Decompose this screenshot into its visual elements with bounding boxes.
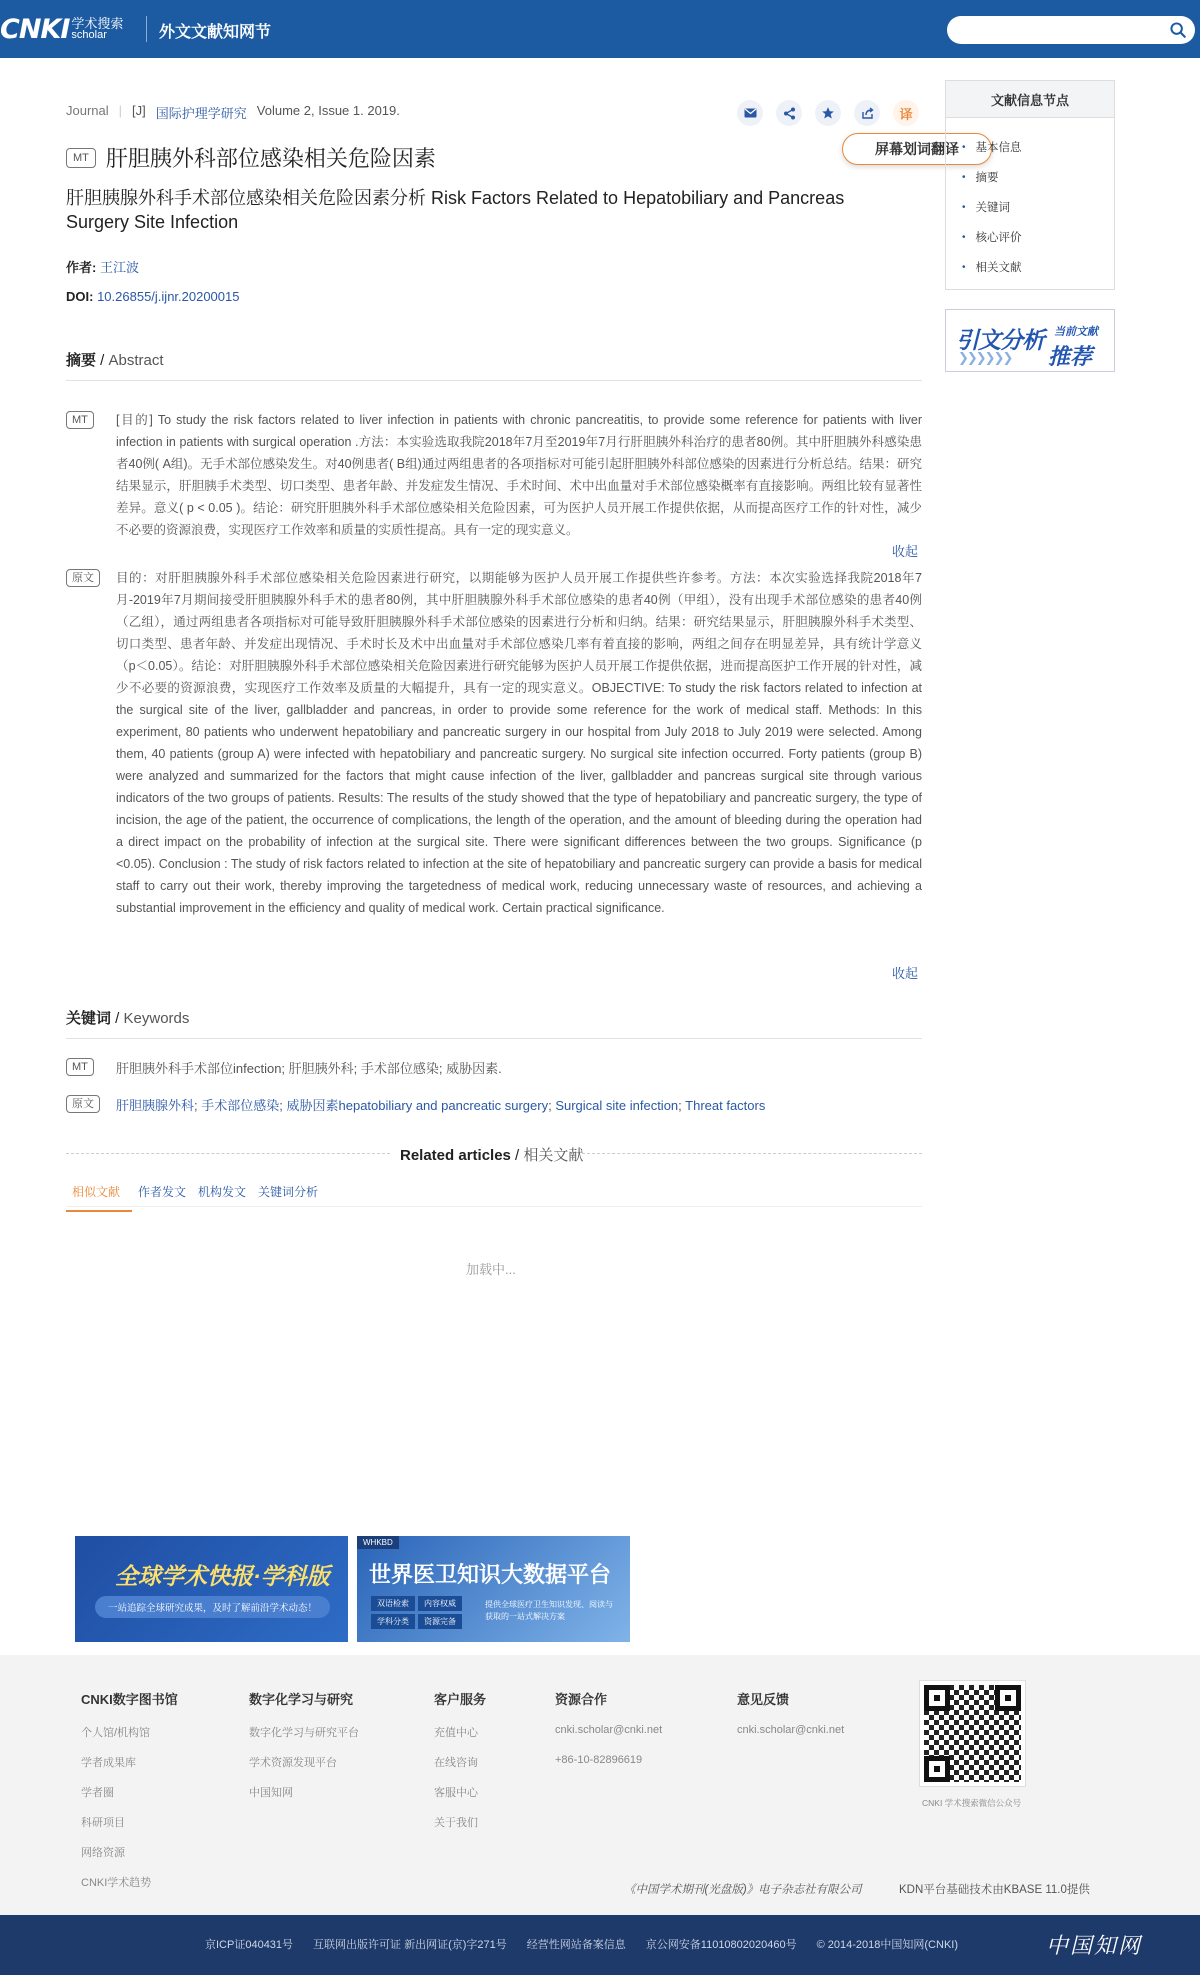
footer-link[interactable]: 个人馆/机构馆 <box>81 1727 151 1739</box>
abstract-original-text: 目的：对肝胆胰腺外科手术部位感染相关危险因素进行研究，以期能够为医护人员开展工作提供些许参考。方法：本次实验选择我院2018年7月-2019年7月期间接受肝胆胰腺外科手术的患者80例，其中肝胆胰腺外科手术部位感染的患者40例（甲组），没有出现手术部位感染的患者40例（乙组），通过两组患者各项指标对可能导致肝胆胰腺外科手术部位感染的因素进行分析和归纳。结果：研究结果显示，肝胆胰腺外科手术类型、切口类型、患者年龄、并发症出现情况、手术时长及术中出血量对手术部位感染几率有着直接的影响，两组之间存在明显差异，具有统计学意义（p＜0.05）。结论：对肝胆胰腺外科手术部位感染相关危险因素进行研究能够为医护人员开展工作提供依据，进而提高医护工作开展的针对性，减少不必要的资源浪费，实现医疗工作效率及质量的大幅提升，具有一定的现实意义。OBJECTIVE: To study the risk factors related to infection at the surgical site of the liver, gallbladder and pancreas, in order to provide some reference for the work of medical staff. Methods: In this experiment, 80 patients who underwent hepatobiliary and pancreatic surgery in our hospital from July 2018 to July 2019 were selected. Among them, 40 patients (group A) were infected with hepatobiliary and pancreatic surgery. No surgical site infection occurred. Forty patients (group B) were analyzed and summarized for the factors that might cause infection of the liver, gallbladder and pancreas surgical site through various indicators of the two groups of patients. Results: The results of the study showed that the type of hepatobiliary and pancreatic surgery, the type of incision, the age of the patient, the occurrence of complications, the length of the operation, and the amount of bleeding during the operation had a direct impact on the probability of infection at the surgical site. There were significant differences between the two groups. Significance (p <0.05). Conclusion : The study of risk factors related to infection at the site of hepatobiliary and pancreatic surgery can provide a basis for medical staff to carry out their work, thereby improving the targetedness of medical work, reducing unnecessary waste of resources, and achieving a substantial improvement in the efficiency and quality of medical work. Certain practical significance. <box>116 571 922 915</box>
abstract-original <box>66 567 922 981</box>
footer-link[interactable]: 数字化学习与研究平台 <box>249 1727 359 1739</box>
related-label: Related articles / 相关文献 <box>400 1147 584 1164</box>
abstract-heading: 摘要 / Abstract <box>66 349 922 381</box>
banner-desc: 一站追踪全球研究成果，及时了解前沿学术动态！ <box>95 1596 330 1618</box>
tab-institution[interactable]: 机构发文 <box>198 1185 247 1199</box>
abstract-heading-en: Abstract <box>108 352 164 369</box>
nav-item-keywords[interactable]: • 关键词 <box>962 192 1114 222</box>
copyright: © 2014-2018中国知网(CNKI) <box>816 1939 958 1951</box>
promo-sub2: 推荐 <box>1048 344 1093 369</box>
footer-col-cooperation <box>555 1689 662 1784</box>
tabs-divider <box>66 1206 922 1207</box>
bottom-bar <box>0 1915 1200 1975</box>
promo-main: 引文分析 <box>956 328 1044 354</box>
medical-knowledge-banner[interactable] <box>357 1536 630 1642</box>
arrows-icon: ❯❯❯❯❯❯ <box>958 350 1012 365</box>
abstract-mt-text: [目的] To study the risk factors related to liver infection in patients with chronic pancreatitis, to provide some reference for patients with liver infection in patients with surgical operation .方法：本实验选取我院2018年7月至2019年7月行肝胆胰外科治疗的患者80例。其中肝胆胰外科感染患者40例( A组)。无手术部位感染发生。对40例患者( B组)通过两组患者的各项指标对可能引起肝胆胰外科部位感染的因素进行分析总结。结果：研究结果显示，肝胆胰手术类型、切口类型、患者年龄、并发症发生情况、手术时间、术中出血量对手术部位感染概率有直接影响。两组比较有显著性差异。意义( p < 0.05 )。结论：研究肝胆胰外科手术部位感染相关危险因素，可为医护人员开展工作提供依据，从而提高医疗工作的针对性，减少不必要的资源浪费，实现医疗工作效率和质量的实质性提高。具有一定的现实意义。 <box>116 413 922 537</box>
doi <box>66 289 239 304</box>
related-heading-en: Related articles <box>400 1147 511 1164</box>
footer-link[interactable]: 中国知网 <box>249 1787 293 1799</box>
cnki-scholar-logo[interactable] <box>0 14 123 44</box>
logo-divider <box>146 16 147 42</box>
footer-col-feedback <box>737 1689 844 1754</box>
footer-link[interactable]: 充值中心 <box>434 1727 478 1739</box>
keywords-mt-text: 肝胆胰外科手术部位infection; 肝胆胰外科; 手术部位感染; 威胁因素. <box>116 1061 502 1076</box>
banner-chip: 资源完备 <box>418 1614 462 1629</box>
meta-separator: | <box>118 103 123 118</box>
logo-scholar <box>71 17 123 41</box>
collapse-button[interactable]: 收起 <box>891 966 918 981</box>
footer-link[interactable]: 客服中心 <box>434 1787 478 1799</box>
footer-link[interactable]: 关于我们 <box>434 1817 478 1829</box>
footer-heading: 客户服务 <box>434 1692 487 1707</box>
related-heading <box>66 1143 922 1163</box>
article-toolbar <box>737 100 919 126</box>
footer-heading: 资源合作 <box>555 1692 608 1707</box>
keywords-heading-en: Keywords <box>123 1010 190 1027</box>
qr-caption: CNKI 学术搜索微信公众号 <box>922 1798 1022 1808</box>
banner-tag: WHKBD <box>357 1536 399 1549</box>
citation-analysis-promo[interactable] <box>945 309 1115 372</box>
footer-email[interactable]: cnki.scholar@cnki.net <box>737 1724 845 1736</box>
loading-text: 加载中... <box>466 1262 516 1277</box>
banner-chip: 内容权威 <box>418 1596 462 1611</box>
qr-corner <box>924 1685 950 1711</box>
translate-tooltip: 屏幕划词翻译 <box>842 133 992 165</box>
footer-col-service <box>434 1689 486 1844</box>
doc-info-nav <box>945 80 1115 290</box>
translate-icon[interactable]: 译 <box>893 100 919 126</box>
top-bar <box>0 0 1200 58</box>
banner-chip: 学科分类 <box>371 1614 415 1629</box>
doc-type: [J] <box>132 103 146 118</box>
license-list <box>205 1936 958 1952</box>
volume-issue: Volume 2, Issue 1. 2019. <box>256 103 400 118</box>
footer-phone: +86-10-82896619 <box>555 1754 643 1766</box>
footer <box>0 1655 1200 1915</box>
footer-link[interactable]: 网络资源 <box>81 1847 125 1859</box>
platform-credit: KDN平台基础技术由KBASE 11.0提供 <box>899 1884 1090 1896</box>
license-item[interactable]: 京公网安备11010802020460号 <box>645 1939 797 1951</box>
mt-badge: MT <box>66 411 94 429</box>
collapse-button[interactable]: 收起 <box>891 544 918 559</box>
logo-en: scholar <box>71 29 107 41</box>
star-icon[interactable] <box>815 100 841 126</box>
keywords-mt <box>66 1058 922 1077</box>
footer-heading: CNKI数字图书馆 <box>81 1692 178 1707</box>
nav-item-related[interactable]: • 相关文献 <box>962 252 1114 282</box>
authors-label: 作者: <box>66 260 97 275</box>
footer-link[interactable]: 学术资源发现平台 <box>249 1757 337 1769</box>
tab-author[interactable]: 作者发文 <box>138 1185 187 1199</box>
footer-col-learning <box>249 1689 359 1814</box>
nav-item-abstract[interactable]: • 摘要 <box>962 162 1114 192</box>
orig-badge: 原文 <box>66 569 100 587</box>
footer-link[interactable]: 学者成果库 <box>81 1757 136 1769</box>
banner-title: 全球学术快报·学科版 <box>115 1563 330 1589</box>
footer-email[interactable]: cnki.scholar@cnki.net <box>555 1724 663 1736</box>
nav-item-basic-info[interactable]: • 基本信息 <box>962 132 1114 162</box>
wechat-qr-code <box>920 1681 1025 1786</box>
abstract-heading-cn: 摘要 <box>66 352 97 369</box>
logo-cnki: CNKI <box>0 13 70 45</box>
export-icon[interactable] <box>854 100 880 126</box>
qr-corner <box>924 1756 950 1782</box>
logo-cn: 学术搜索 <box>71 16 124 31</box>
license-item[interactable]: 互联网出版许可证 新出网证(京)字271号 <box>313 1939 507 1951</box>
keyword-link[interactable]: 肝胆胰腺外科 <box>116 1098 195 1113</box>
tab-keyword-analysis[interactable]: 关键词分析 <box>258 1185 319 1199</box>
mt-badge: MT <box>66 148 96 168</box>
nav-item-core-evaluation[interactable]: • 核心评价 <box>962 222 1114 252</box>
related-tabs <box>66 1180 324 1212</box>
author-link[interactable]: 王江波 <box>99 260 139 275</box>
abstract-mt <box>66 409 922 563</box>
banner-chips <box>371 1596 471 1629</box>
keyword-link[interactable]: Threat factors <box>685 1098 766 1113</box>
keyword-link[interactable]: Surgical site infection <box>555 1098 679 1113</box>
keywords-heading: 关键词 / Keywords <box>66 1007 922 1039</box>
divider <box>582 1153 922 1154</box>
orig-badge: 原文 <box>66 1095 100 1113</box>
doc-info-list <box>946 118 1114 282</box>
tab-similar[interactable]: 相似文献 <box>66 1180 132 1212</box>
footer-link[interactable]: 学者圈 <box>81 1787 114 1799</box>
license-item[interactable]: 经营性网站备案信息 <box>526 1939 626 1951</box>
keywords-heading-cn: 关键词 <box>66 1010 112 1027</box>
footer-col-library <box>81 1689 178 1904</box>
global-academic-banner[interactable] <box>75 1536 348 1642</box>
banner-desc: 提供全球医疗卫生知识发现、阅读与获取的一站式解决方案 <box>485 1600 613 1621</box>
mt-badge: MT <box>66 1058 94 1076</box>
mail-icon[interactable] <box>737 100 763 126</box>
keywords-original-list: 肝胆胰腺外科; 手术部位感染; 威胁因素hepatobiliary and pancreatic surgery; Surgical site infection; Threat factors <box>116 1098 766 1113</box>
banner-chip: 双语检索 <box>371 1596 415 1611</box>
journal-link[interactable]: 国际护理学研究 <box>155 106 247 121</box>
doi-label: DOI: <box>66 289 94 304</box>
banner-title: 世界医卫知识大数据平台 <box>369 1562 612 1587</box>
license-item[interactable]: 京ICP证040431号 <box>205 1939 294 1951</box>
article-meta <box>66 103 400 122</box>
footer-heading: 数字化学习与研究 <box>249 1692 354 1707</box>
footer-heading: 意见反馈 <box>737 1692 790 1707</box>
title-row <box>66 142 436 173</box>
qr-corner <box>995 1685 1021 1711</box>
search-input[interactable] <box>947 16 1195 44</box>
keyword-link[interactable]: 手术部位感染 <box>201 1098 280 1113</box>
footer-link[interactable]: CNKI学术趋势 <box>81 1877 152 1889</box>
doi-link[interactable]: 10.26855/j.ijnr.20200015 <box>97 289 240 304</box>
footer-link[interactable]: 在线咨询 <box>434 1757 478 1769</box>
keywords-original <box>66 1095 922 1114</box>
keyword-link[interactable]: 威胁因素hepatobiliary and pancreatic surgery <box>286 1098 549 1113</box>
share-icon[interactable] <box>776 100 802 126</box>
search-icon[interactable] <box>1169 21 1187 39</box>
footer-link[interactable]: 科研项目 <box>81 1817 125 1829</box>
page-title: 肝胆胰外科部位感染相关危险因素 <box>105 146 436 171</box>
original-title: 肝胆胰腺外科手术部位感染相关危险因素分析 Risk Factors Related to Hepatobiliary and Pancreas Surgery Site Infection <box>66 188 845 232</box>
authors <box>66 257 139 276</box>
publisher-credit: 《中国学术期刊(光盘版)》电子杂志社有限公司 <box>624 1884 862 1896</box>
cnki-brand-logo[interactable]: 中国知网 <box>1046 1934 1143 1959</box>
divider <box>66 1153 390 1154</box>
related-heading-cn: 相关文献 <box>523 1147 584 1164</box>
site-title: 外文文献知网节 <box>159 24 272 41</box>
source-type: Journal <box>66 103 109 118</box>
doc-info-title: 文献信息节点 <box>946 81 1114 118</box>
promo-sub1: 当前文献 <box>1054 326 1098 338</box>
